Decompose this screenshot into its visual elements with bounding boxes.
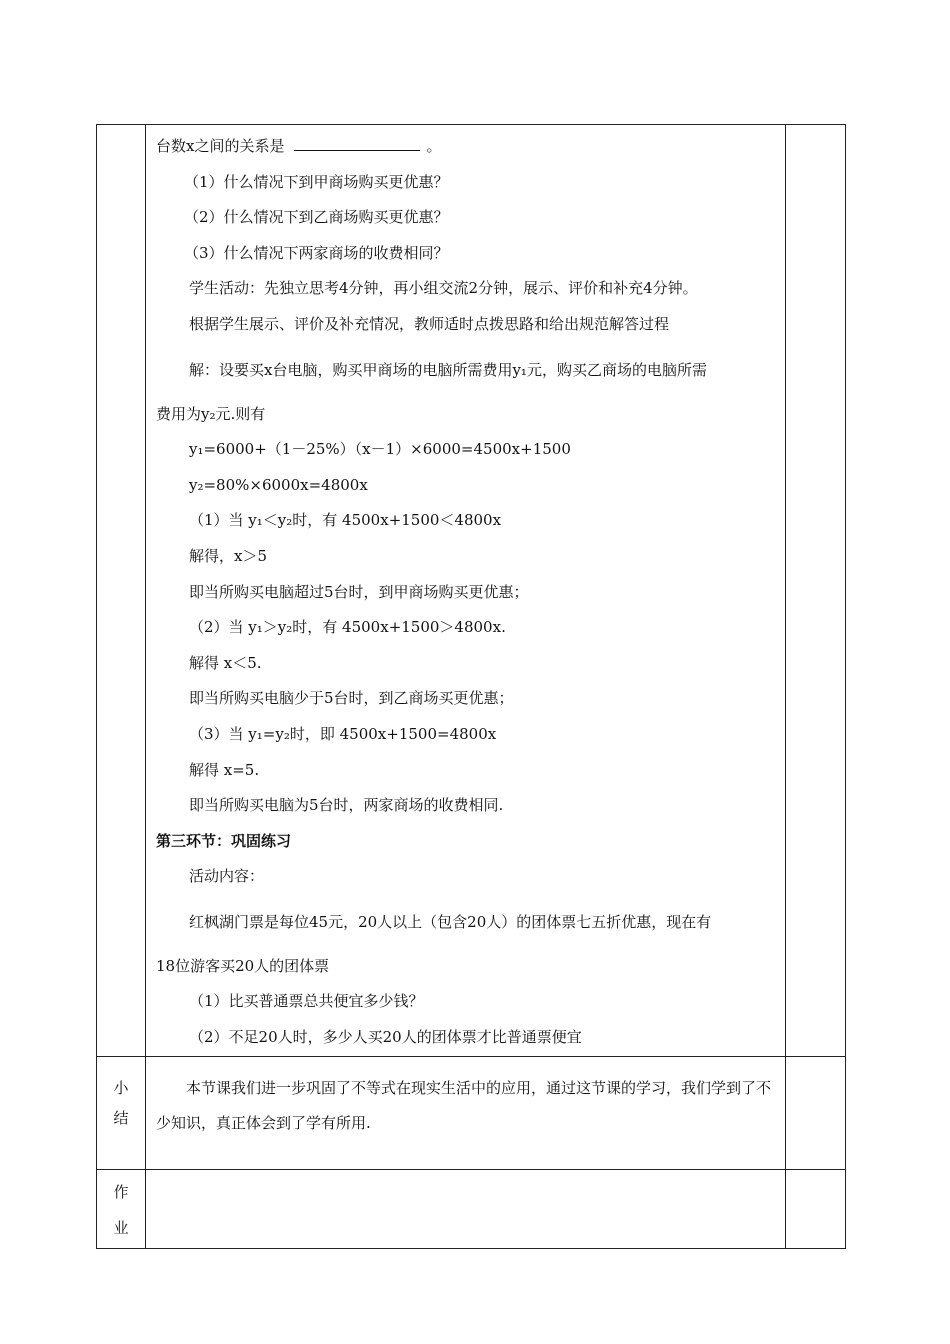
content-text: y₁=6000+（1－25%）（x－1）×6000=4500x+1500 [189,440,571,459]
content-text: （1）什么情况下到甲商场购买更优惠？ [184,172,449,191]
process-content [146,125,785,1056]
content-suffix: 。 [426,137,442,155]
content-text: 学生活动：先独立思考4分钟，再小组交流2分钟，展示、评价和补充4分钟。 [189,279,698,298]
content-text: 红枫湖门票是每位45元，20人以上（包含20人）的团体票七五折优惠，现在有 [189,912,712,931]
process-content-cell [146,125,786,1057]
process-label-cell [97,125,146,1057]
content-text: 即当所购买电脑超过5台时，到甲商场购买更优惠； [189,582,529,601]
content-line [156,859,775,895]
content-text: 解：设要买x台电脑，购买甲商场的电脑所需费用y₁元，购买乙商场的电脑所需 [189,360,707,379]
content-line [156,468,775,504]
content-line [156,1020,775,1056]
content-text: 第三环节：巩固练习 [156,831,292,850]
content-text: 18位游客买20人的团体票 [156,956,330,975]
content-text: 台数x之间的关系是 [156,137,285,155]
content-line [156,271,775,307]
content-line [156,539,775,575]
content-text: （1）当 y₁＜y₂时，有 4500x+1500＜4800x [189,511,502,530]
homework-label-cell [97,1169,146,1248]
homework-label-char: 作 [113,1182,129,1201]
content-text: （3）什么情况下两家商场的收费相同？ [184,243,449,262]
content-text: 即当所购买电脑为5台时，两家商场的收费相同. [189,796,504,815]
process-row [97,125,846,1057]
content-text: y₂=80%×6000x=4800x [189,475,368,494]
summary-label-cell [97,1056,146,1169]
content-text: 解得 x=5. [189,760,260,779]
content-text: （2）当 y₁＞y₂时，有 4500x+1500＞4800x. [189,618,506,637]
summary-row [97,1056,846,1169]
content-line [156,788,775,824]
content-line [156,824,775,860]
homework-content-cell [146,1169,786,1248]
content-line [156,681,775,717]
content-line [156,432,775,468]
content-line [156,575,775,611]
content-text: （2）不足20人时，多少人买20人的团体票才比普通票便宜 [189,1028,582,1047]
summary-note-cell [786,1056,846,1169]
content-line [156,984,775,1020]
content-line [156,895,775,949]
content-text: （1）比买普通票总共便宜多少钱？ [189,992,424,1011]
content-line [156,236,775,272]
process-note-cell [786,125,846,1057]
content-line [156,343,775,397]
summary-label-char: 结 [113,1108,129,1127]
lesson-plan-table [96,124,846,1249]
content-text: 解得，x＞5 [189,546,268,565]
content-line [156,307,775,343]
homework-row [97,1169,846,1248]
content-line [156,949,775,985]
summary-content-cell [146,1056,786,1169]
answer-blank [294,130,420,151]
content-text: 活动内容： [189,867,265,886]
homework-note-cell [786,1169,846,1248]
content-line [156,129,775,165]
content-text: （2）什么情况下到乙商场购买更优惠？ [184,208,449,227]
content-text: 费用为y₂元.则有 [156,404,266,423]
content-line [156,753,775,789]
content-line [156,200,775,236]
content-text: 根据学生展示、评价及补充情况，教师适时点拨思路和给出规范解答过程 [189,314,670,333]
content-text: （3）当 y₁=y₂时，即 4500x+1500=4800x [189,724,497,743]
homework-label-char: 业 [113,1218,129,1237]
content-line [156,397,775,433]
content-line [156,717,775,753]
content-text: 解得 x＜5. [189,653,262,672]
content-line [156,165,775,201]
content-line [156,646,775,682]
summary-label-char: 小 [113,1078,129,1097]
content-line [156,610,775,646]
content-line [156,503,775,539]
content-text: 即当所购买电脑少于5台时，到乙商场买更优惠； [189,689,514,708]
summary-text: 本节课我们进一步巩固了不等式在现实生活中的应用，通过这节课的学习，我们学到了不少知识，真正体会到了学有所用. [156,1078,772,1132]
